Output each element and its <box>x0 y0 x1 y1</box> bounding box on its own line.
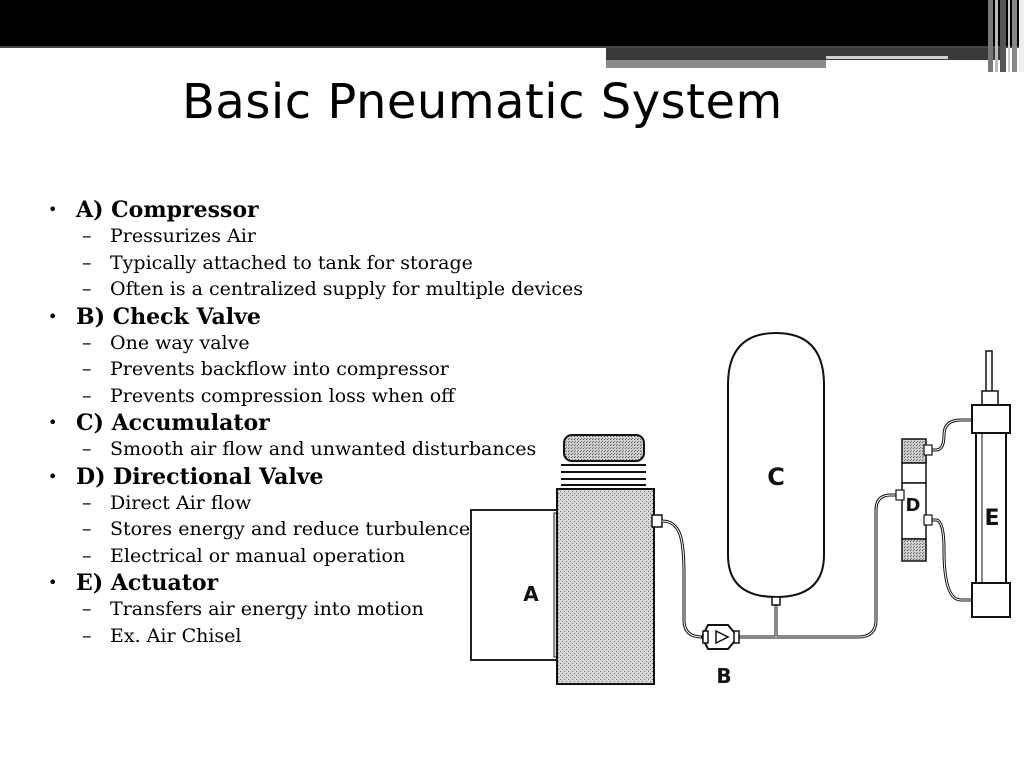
label-b: B <box>716 664 732 685</box>
corner-stripes <box>988 0 1024 72</box>
header-accent-mid <box>606 60 826 68</box>
sub-item-text: Electrical or manual operation <box>110 544 406 567</box>
item-label: D) Directional Valve <box>76 463 324 490</box>
sub-item-text: Direct Air flow <box>110 491 252 514</box>
dash-icon: – <box>82 225 92 247</box>
header-bar <box>0 0 1024 46</box>
sub-item <box>48 251 608 278</box>
bullet-icon: • <box>48 573 58 592</box>
dash-icon: – <box>82 491 92 514</box>
item-label: B) Check Valve <box>76 303 261 330</box>
sub-item <box>48 277 608 304</box>
sub-item-text: One way valve <box>110 331 250 354</box>
sub-item-text: Stores energy and reduce turbulence <box>110 518 471 540</box>
sub-item-text: Often is a centralized supply for multiple devices <box>110 278 583 300</box>
dash-icon: – <box>82 438 92 460</box>
dash-icon: – <box>82 624 92 647</box>
list-item <box>48 197 608 224</box>
check-valve <box>702 625 739 649</box>
item-label: C) Accumulator <box>76 410 270 436</box>
sub-item-text: Typically attached to tank for storage <box>110 251 473 274</box>
item-label: A) Compressor <box>76 197 259 223</box>
compressor-motor <box>471 510 560 660</box>
sub-item-text: Ex. Air Chisel <box>110 624 242 647</box>
dash-icon: – <box>82 278 92 300</box>
dash-icon: – <box>82 384 92 407</box>
bullet-icon: • <box>48 200 58 219</box>
label-a: A <box>523 582 539 606</box>
actuator-cylinder <box>972 351 1010 617</box>
bullet-icon: • <box>48 413 58 432</box>
header-accent-light <box>826 56 948 59</box>
sub-item-text: Smooth air flow and unwanted disturbances <box>110 438 537 460</box>
sub-item-text: Pressurizes Air <box>110 225 256 247</box>
label-c: C <box>767 463 785 491</box>
dash-icon: – <box>82 518 92 540</box>
item-label: E) Actuator <box>76 570 219 596</box>
label-e: E <box>984 506 1000 531</box>
label-d: D <box>905 495 921 516</box>
bullet-icon: • <box>48 306 58 326</box>
dash-icon: – <box>82 358 92 380</box>
sub-item-text: Transfers air energy into motion <box>110 598 424 620</box>
sub-item <box>48 224 608 251</box>
dash-icon: – <box>82 331 92 354</box>
compressor-unit <box>557 435 662 684</box>
dash-icon: – <box>82 598 92 620</box>
slide-title: Basic Pneumatic System <box>182 74 783 130</box>
sub-item-text: Prevents compression loss when off <box>110 384 455 407</box>
sub-item-text: Prevents backflow into compressor <box>110 358 449 380</box>
bullet-icon: • <box>48 466 58 486</box>
dash-icon: – <box>82 544 92 567</box>
pneumatic-diagram <box>466 325 1024 685</box>
dash-icon: – <box>82 251 92 274</box>
